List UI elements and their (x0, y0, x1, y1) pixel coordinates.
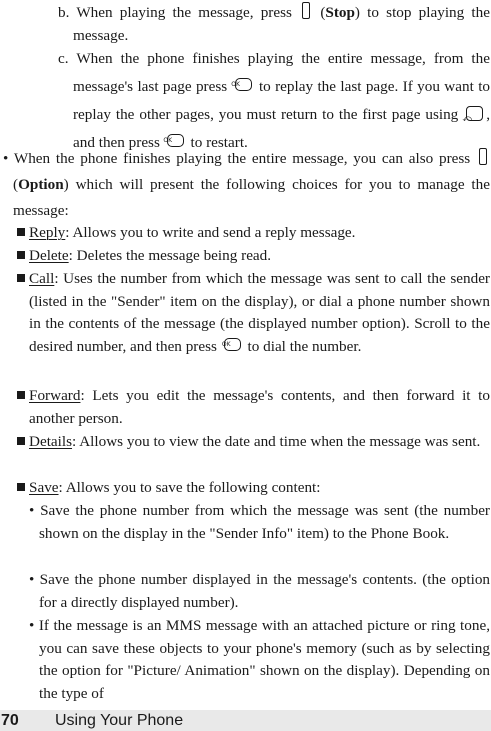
square-bullet-icon (17, 228, 25, 236)
softkey-icon (479, 148, 487, 165)
step-c (58, 45, 490, 157)
step-c-marker: c. (58, 50, 69, 67)
option-save (17, 477, 490, 500)
save-item (29, 569, 490, 614)
option-desc: : Allows you to write and send a reply message. (65, 224, 356, 241)
ok-key-icon (224, 338, 241, 351)
bullet-marker: • (29, 617, 35, 634)
step-c-text-3: , and then press (73, 106, 491, 151)
option-desc: : Lets you edit the message's contents, and then forward it to another person. (29, 387, 490, 427)
option-call (17, 268, 490, 358)
save-item (29, 500, 490, 545)
option-term: Reply (29, 224, 66, 241)
option-intro-text-cont: which will present the following choices for you to manage the message: (13, 176, 490, 219)
option-intro: • When the phone finishes playing the entire message, you can also press (Option) which will present the following choices for you to manage the message: (3, 150, 490, 219)
back-key-icon (466, 106, 483, 121)
square-bullet-icon (17, 251, 25, 259)
option-term: Save (29, 479, 59, 496)
option-term: Forward (29, 387, 81, 404)
option-desc: : Allows you to view the date and time when the message was sent. (72, 433, 481, 450)
option-key-label: Option (18, 176, 64, 193)
option-term: Delete (29, 247, 69, 264)
option-delete (17, 245, 490, 268)
bullet-marker: • (29, 502, 35, 519)
step-c-text-4: to restart. (190, 134, 248, 151)
bullet-marker: • (3, 150, 9, 167)
bullet-marker: • (29, 571, 35, 588)
save-item-text: If the message is an MMS message with an attached picture or ring tone, you can save these objects to your phone's memory (such as by selecting the option for "Picture/ Animation" shown on the display). Depending on the type of (38, 617, 491, 702)
page-number: 70 (1, 712, 19, 729)
option-details (17, 431, 490, 454)
option-intro-text: When the phone finishes playing the entire message, you can also press (13, 150, 471, 167)
option-desc: : Allows you to save the following content: (58, 479, 321, 496)
ok-key-icon (235, 78, 252, 91)
save-item-text: Save the phone number from which the message was sent (the number shown on the display in the "Sender Info" item) to the Phone Book. (39, 502, 490, 542)
option-desc: : Uses the number from which the message was sent to call the sender (listed in the "Sender" item on the display), or dial a phone number shown in the contents of the message (the displayed number option). Scroll to the desired number, and then press (29, 270, 490, 355)
step-b-text-cont: to stop playing the message. (73, 4, 490, 44)
step-b: b. When playing the message, press (Stop) to stop playing the message. (58, 4, 490, 44)
option-forward (17, 385, 490, 430)
option-desc-cont: to dial the number. (247, 337, 362, 355)
step-c-text: When the phone finishes playing the entire message, from the message's last page press (73, 50, 490, 95)
square-bullet-icon (17, 483, 25, 491)
step-c-text-2: to replay the last page. If you want to replay the other pages, you must return to the first page using (73, 78, 491, 123)
save-item-text: Save the phone number displayed in the message's contents. (the option for a directly displayed number). (39, 571, 491, 611)
square-bullet-icon (17, 391, 25, 399)
option-reply (17, 222, 490, 245)
page-footer (0, 710, 491, 731)
chapter-title: Using Your Phone (55, 712, 184, 729)
option-desc: : Deletes the message being read. (68, 247, 272, 264)
stop-key-label: Stop (325, 4, 355, 21)
square-bullet-icon (17, 274, 25, 282)
square-bullet-icon (17, 437, 25, 445)
softkey-icon (302, 2, 310, 19)
save-item (29, 615, 490, 705)
step-b-text: When playing the message, press (76, 4, 292, 21)
option-term: Call (29, 270, 55, 287)
option-term: Details (29, 433, 73, 450)
step-b-marker: b. (58, 4, 70, 21)
